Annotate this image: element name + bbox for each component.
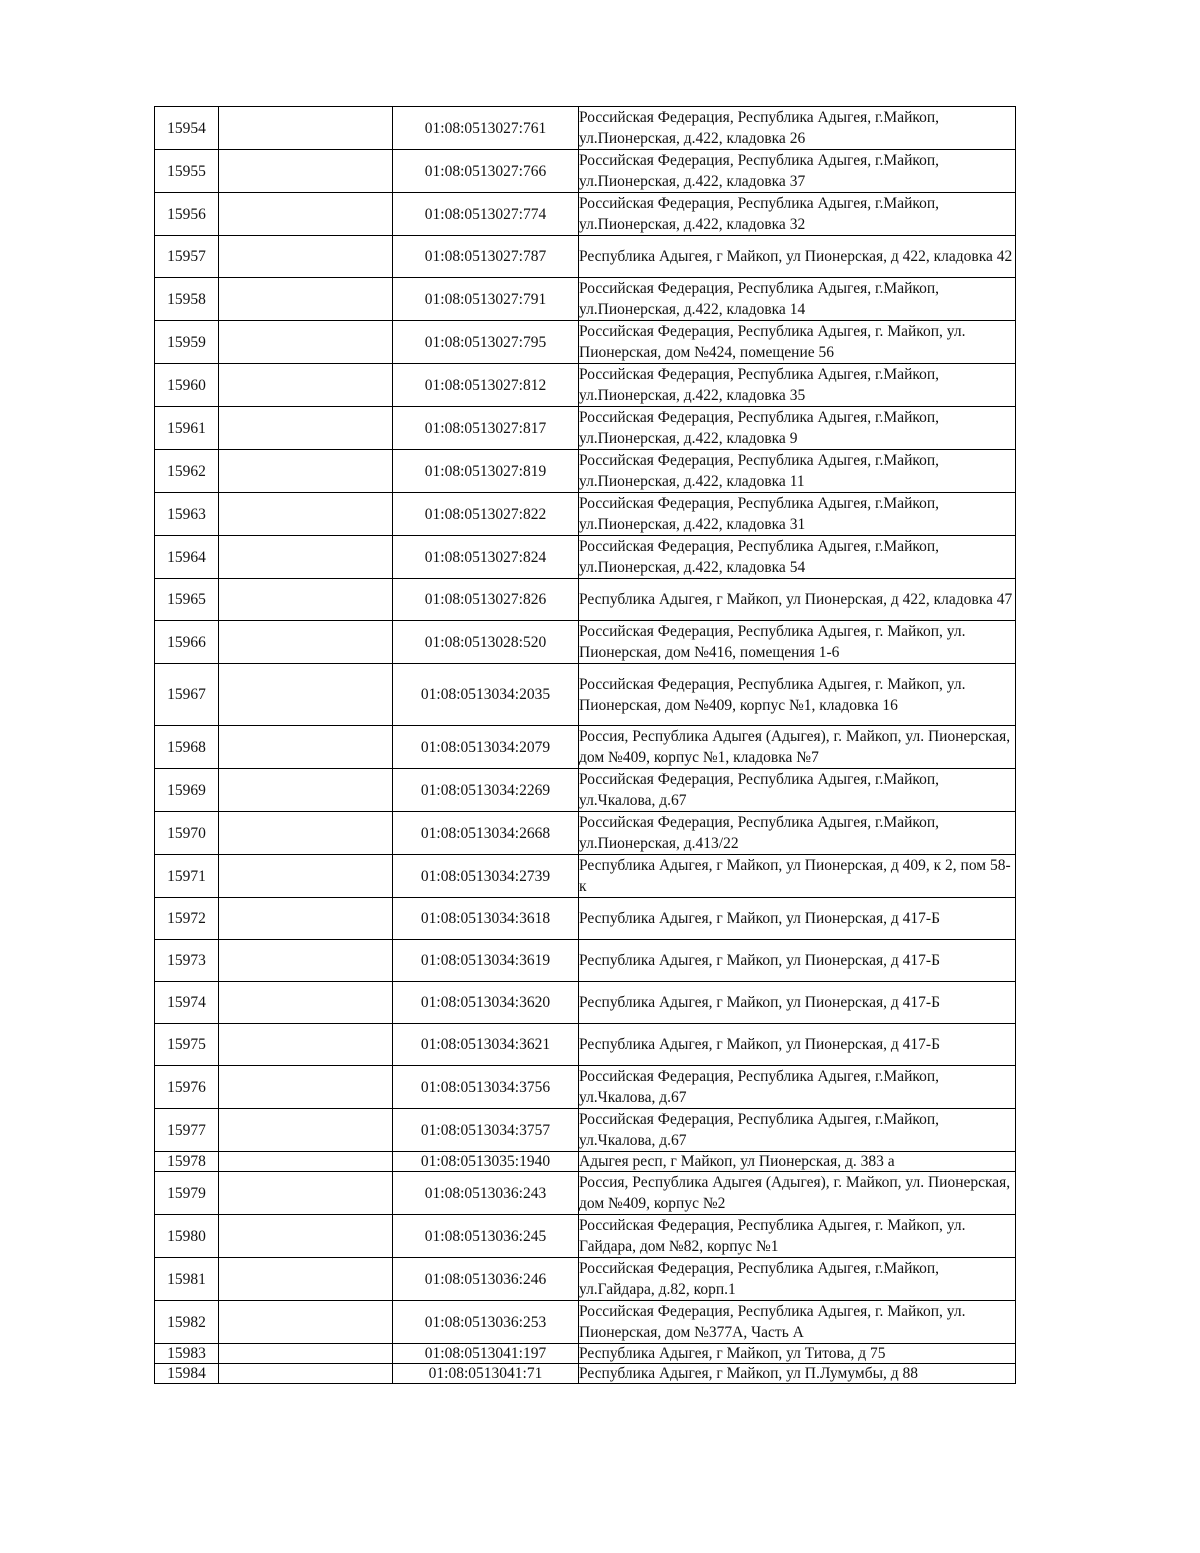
table-row (155, 236, 1016, 278)
empty-cell (219, 193, 393, 236)
property-table (154, 106, 1016, 1384)
row-number: 15962 (155, 450, 219, 493)
address: Республика Адыгея, г Майкоп, ул Пионерская, д 417-Б (579, 898, 1016, 940)
row-number: 15957 (155, 236, 219, 278)
address: Российская Федерация, Республика Адыгея, г. Майкоп, ул. Пионерская, дом №416, помещения 1-6 (579, 621, 1016, 664)
address: Российская Федерация, Республика Адыгея, г.Майкоп, ул.Пионерская, д.422, кладовка 26 (579, 107, 1016, 150)
empty-cell (219, 1109, 393, 1152)
row-number: 15956 (155, 193, 219, 236)
table-row (155, 726, 1016, 769)
empty-cell (219, 1215, 393, 1258)
table-row (155, 193, 1016, 236)
table-row (155, 450, 1016, 493)
table-row (155, 321, 1016, 364)
address: Российская Федерация, Республика Адыгея, г.Майкоп, ул.Гайдара, д.82, корп.1 (579, 1258, 1016, 1301)
row-number: 15979 (155, 1172, 219, 1215)
cadastral-number: 01:08:0513041:71 (393, 1364, 579, 1384)
empty-cell (219, 1258, 393, 1301)
cadastral-number: 01:08:0513034:3756 (393, 1066, 579, 1109)
row-number: 15972 (155, 898, 219, 940)
address: Республика Адыгея, г Майкоп, ул Пионерская, д 422, кладовка 42 (579, 236, 1016, 278)
row-number: 15978 (155, 1152, 219, 1172)
address: Российская Федерация, Республика Адыгея, г.Майкоп, ул.Пионерская, д.422, кладовка 31 (579, 493, 1016, 536)
row-number: 15965 (155, 579, 219, 621)
table-body (155, 107, 1016, 1384)
cadastral-number: 01:08:0513027:824 (393, 536, 579, 579)
empty-cell (219, 236, 393, 278)
cadastral-number: 01:08:0513027:766 (393, 150, 579, 193)
table-row (155, 855, 1016, 898)
table-row (155, 150, 1016, 193)
table-row (155, 1109, 1016, 1152)
cadastral-number: 01:08:0513027:761 (393, 107, 579, 150)
table-row (155, 982, 1016, 1024)
table-row (155, 898, 1016, 940)
cadastral-number: 01:08:0513035:1940 (393, 1152, 579, 1172)
table-row (155, 769, 1016, 812)
empty-cell (219, 898, 393, 940)
cadastral-number: 01:08:0513036:253 (393, 1301, 579, 1344)
empty-cell (219, 812, 393, 855)
cadastral-number: 01:08:0513034:3757 (393, 1109, 579, 1152)
address: Российская Федерация, Республика Адыгея, г.Майкоп, ул.Пионерская, д.422, кладовка 11 (579, 450, 1016, 493)
empty-cell (219, 278, 393, 321)
empty-cell (219, 1301, 393, 1344)
cadastral-number: 01:08:0513027:817 (393, 407, 579, 450)
row-number: 15963 (155, 493, 219, 536)
cadastral-number: 01:08:0513028:520 (393, 621, 579, 664)
table-row (155, 1258, 1016, 1301)
address: Российская Федерация, Республика Адыгея, г.Майкоп, ул.Чкалова, д.67 (579, 1109, 1016, 1152)
table-row (155, 1215, 1016, 1258)
table-row (155, 364, 1016, 407)
address: Республика Адыгея, г Майкоп, ул П.Лумумбы, д 88 (579, 1364, 1016, 1384)
address: Республика Адыгея, г Майкоп, ул Пионерская, д 417-Б (579, 940, 1016, 982)
table-row (155, 579, 1016, 621)
cadastral-number: 01:08:0513036:243 (393, 1172, 579, 1215)
address: Россия, Республика Адыгея (Адыгея), г. Майкоп, ул. Пионерская, дом №409, корпус №1, кладовка №7 (579, 726, 1016, 769)
cadastral-number: 01:08:0513034:3618 (393, 898, 579, 940)
table-row (155, 107, 1016, 150)
row-number: 15982 (155, 1301, 219, 1344)
row-number: 15967 (155, 664, 219, 726)
table-row (155, 278, 1016, 321)
table-row (155, 1024, 1016, 1066)
row-number: 15976 (155, 1066, 219, 1109)
address: Российская Федерация, Республика Адыгея, г.Майкоп, ул.Чкалова, д.67 (579, 769, 1016, 812)
cadastral-number: 01:08:0513027:819 (393, 450, 579, 493)
empty-cell (219, 1344, 393, 1364)
cadastral-number: 01:08:0513027:791 (393, 278, 579, 321)
address: Российская Федерация, Республика Адыгея, г.Майкоп, ул.Пионерская, д.422, кладовка 35 (579, 364, 1016, 407)
address: Республика Адыгея, г Майкоп, ул Пионерская, д 417-Б (579, 1024, 1016, 1066)
cadastral-number: 01:08:0513041:197 (393, 1344, 579, 1364)
row-number: 15969 (155, 769, 219, 812)
address: Российская Федерация, Республика Адыгея, г. Майкоп, ул. Пионерская, дом №409, корпус №1, кладовка 16 (579, 664, 1016, 726)
cadastral-number: 01:08:0513027:787 (393, 236, 579, 278)
cadastral-number: 01:08:0513027:822 (393, 493, 579, 536)
address: Российская Федерация, Республика Адыгея, г.Майкоп, ул.Чкалова, д.67 (579, 1066, 1016, 1109)
address: Республика Адыгея, г Майкоп, ул Пионерская, д 422, кладовка 47 (579, 579, 1016, 621)
table-row (155, 664, 1016, 726)
row-number: 15983 (155, 1344, 219, 1364)
empty-cell (219, 1364, 393, 1384)
cadastral-number: 01:08:0513034:2269 (393, 769, 579, 812)
cadastral-number: 01:08:0513034:2739 (393, 855, 579, 898)
address: Российская Федерация, Республика Адыгея, г.Майкоп, ул.Пионерская, д.413/22 (579, 812, 1016, 855)
row-number: 15977 (155, 1109, 219, 1152)
row-number: 15980 (155, 1215, 219, 1258)
table-row (155, 1364, 1016, 1384)
address: Республика Адыгея, г Майкоп, ул Титова, д 75 (579, 1344, 1016, 1364)
cadastral-number: 01:08:0513027:826 (393, 579, 579, 621)
cadastral-number: 01:08:0513034:3621 (393, 1024, 579, 1066)
cadastral-number: 01:08:0513036:246 (393, 1258, 579, 1301)
address: Россия, Республика Адыгея (Адыгея), г. Майкоп, ул. Пионерская, дом №409, корпус №2 (579, 1172, 1016, 1215)
row-number: 15958 (155, 278, 219, 321)
address: Российская Федерация, Республика Адыгея, г.Майкоп, ул.Пионерская, д.422, кладовка 14 (579, 278, 1016, 321)
row-number: 15984 (155, 1364, 219, 1384)
table-row (155, 1344, 1016, 1364)
row-number: 15968 (155, 726, 219, 769)
address: Российская Федерация, Республика Адыгея, г. Майкоп, ул. Пионерская, дом №377А, Часть А (579, 1301, 1016, 1344)
empty-cell (219, 982, 393, 1024)
empty-cell (219, 107, 393, 150)
table-row (155, 1152, 1016, 1172)
empty-cell (219, 726, 393, 769)
row-number: 15960 (155, 364, 219, 407)
table-row (155, 493, 1016, 536)
empty-cell (219, 321, 393, 364)
table-row (155, 1301, 1016, 1344)
table-row (155, 1066, 1016, 1109)
table-row (155, 1172, 1016, 1215)
empty-cell (219, 1152, 393, 1172)
empty-cell (219, 1024, 393, 1066)
empty-cell (219, 621, 393, 664)
empty-cell (219, 493, 393, 536)
cadastral-number: 01:08:0513034:3619 (393, 940, 579, 982)
row-number: 15973 (155, 940, 219, 982)
empty-cell (219, 769, 393, 812)
address: Российская Федерация, Республика Адыгея, г.Майкоп, ул.Пионерская, д.422, кладовка 54 (579, 536, 1016, 579)
row-number: 15974 (155, 982, 219, 1024)
empty-cell (219, 364, 393, 407)
address: Адыгея респ, г Майкоп, ул Пионерская, д. 383 а (579, 1152, 1016, 1172)
cadastral-number: 01:08:0513034:3620 (393, 982, 579, 1024)
table-row (155, 940, 1016, 982)
empty-cell (219, 855, 393, 898)
cadastral-number: 01:08:0513034:2079 (393, 726, 579, 769)
table-row (155, 407, 1016, 450)
address: Республика Адыгея, г Майкоп, ул Пионерская, д 409, к 2, пом 58-к (579, 855, 1016, 898)
address: Российская Федерация, Республика Адыгея, г.Майкоп, ул.Пионерская, д.422, кладовка 32 (579, 193, 1016, 236)
cadastral-number: 01:08:0513034:2668 (393, 812, 579, 855)
row-number: 15964 (155, 536, 219, 579)
table-row (155, 536, 1016, 579)
row-number: 15970 (155, 812, 219, 855)
row-number: 15971 (155, 855, 219, 898)
address: Российская Федерация, Республика Адыгея, г. Майкоп, ул. Пионерская, дом №424, помещение 56 (579, 321, 1016, 364)
cadastral-number: 01:08:0513027:812 (393, 364, 579, 407)
address: Российская Федерация, Республика Адыгея, г.Майкоп, ул.Пионерская, д.422, кладовка 9 (579, 407, 1016, 450)
empty-cell (219, 1172, 393, 1215)
row-number: 15975 (155, 1024, 219, 1066)
row-number: 15981 (155, 1258, 219, 1301)
cadastral-number: 01:08:0513036:245 (393, 1215, 579, 1258)
empty-cell (219, 664, 393, 726)
empty-cell (219, 940, 393, 982)
row-number: 15961 (155, 407, 219, 450)
address: Республика Адыгея, г Майкоп, ул Пионерская, д 417-Б (579, 982, 1016, 1024)
cadastral-number: 01:08:0513027:774 (393, 193, 579, 236)
row-number: 15959 (155, 321, 219, 364)
empty-cell (219, 579, 393, 621)
row-number: 15954 (155, 107, 219, 150)
address: Российская Федерация, Республика Адыгея, г. Майкоп, ул. Гайдара, дом №82, корпус №1 (579, 1215, 1016, 1258)
address: Российская Федерация, Республика Адыгея, г.Майкоп, ул.Пионерская, д.422, кладовка 37 (579, 150, 1016, 193)
empty-cell (219, 450, 393, 493)
table-row (155, 621, 1016, 664)
empty-cell (219, 407, 393, 450)
cadastral-number: 01:08:0513034:2035 (393, 664, 579, 726)
cadastral-number: 01:08:0513027:795 (393, 321, 579, 364)
empty-cell (219, 150, 393, 193)
row-number: 15955 (155, 150, 219, 193)
table-row (155, 812, 1016, 855)
empty-cell (219, 1066, 393, 1109)
row-number: 15966 (155, 621, 219, 664)
empty-cell (219, 536, 393, 579)
